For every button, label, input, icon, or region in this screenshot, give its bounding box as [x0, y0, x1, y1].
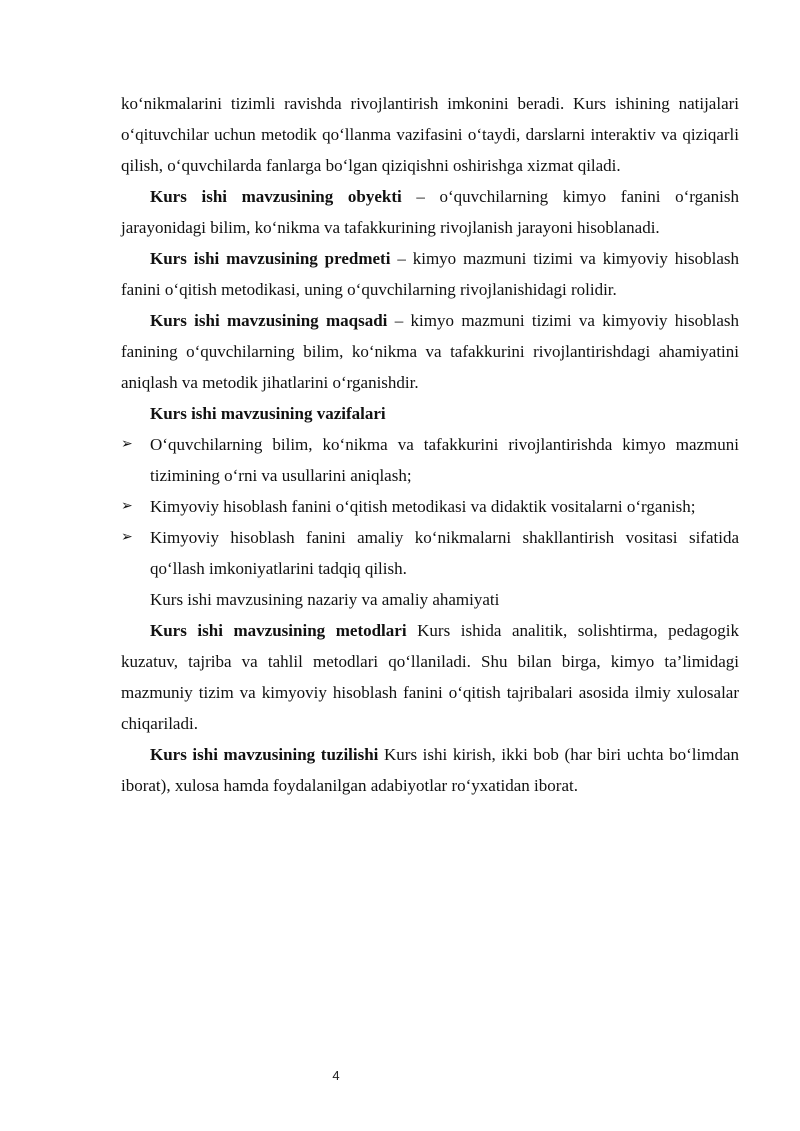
goal-paragraph — [121, 305, 739, 398]
arrow-bullet-icon: ➢ — [121, 436, 133, 452]
methods-paragraph — [121, 615, 739, 739]
structure-label: Kurs ishi mavzusining tuzilishi — [150, 745, 379, 764]
page-content — [121, 88, 739, 801]
structure-text: Kurs ishi kirish, ikki bob (har biri uchta bo‘limdan iborat), xulosa hamda foydalanilgan adabiyotlar ro‘yxatidan iborat. — [121, 745, 739, 795]
list-item — [121, 429, 739, 491]
list-item — [121, 491, 739, 522]
list-item — [121, 522, 739, 584]
subject-text: – kimyo mazmuni tizimi va kimyoviy hisoblash fanini o‘qitish metodikasi, uning o‘quvchilarning rivojlanishidagi rolidir. — [121, 249, 739, 299]
structure-paragraph — [121, 739, 739, 801]
object-paragraph — [121, 181, 739, 243]
subject-label: Kurs ishi mavzusining predmeti — [150, 249, 391, 268]
arrow-bullet-icon: ➢ — [121, 529, 133, 545]
goal-label: Kurs ishi mavzusining maqsadi — [150, 311, 388, 330]
intro-paragraph: ko‘nikmalarini tizimli ravishda rivojlantirish imkonini beradi. Kurs ishining natijalari o‘qituvchilar uchun metodik qo‘llanma vazifasini o‘taydi, darslarni interaktiv va qiziqarli qilish, o‘quvchilarda fanlarga bo‘lgan qiziqishni oshirishga xizmat qiladi. — [121, 94, 739, 175]
methods-text: Kurs ishida analitik, solishtirma, pedagogik kuzatuv, tajriba va tahlil metodlari qo‘llaniladi. Shu bilan birga, kimyo ta’limidagi mazmuniy tizim va kimyoviy hisoblash fanini o‘qitish tajribalari asosida ilmiy xulosalar chiqariladi. — [121, 621, 739, 733]
subject-paragraph — [121, 243, 739, 305]
tasks-list — [121, 429, 739, 584]
goal-text: – kimyo mazmuni tizimi va kimyoviy hisoblash fanining o‘quvchilarning bilim, ko‘nikma va tafakkurini rivojlantirishdagi ahamiyatini aniqlash va metodik jihatlarini o‘rganishdir. — [121, 311, 739, 392]
object-text: – o‘quvchilarning kimyo fanini o‘rganish jarayonidagi bilim, ko‘nikma va tafakkurining rivojlanish jarayoni hisoblanadi. — [121, 187, 739, 237]
list-item-text: Kimyoviy hisoblash fanini amaliy ko‘nikmalarni shakllantirish vositasi sifatida qo‘llash imkoniyatlarini tadqiq qilish. — [150, 528, 739, 578]
list-item-text: O‘quvchilarning bilim, ko‘nikma va tafakkurini rivojlantirishda kimyo mazmuni tizimining o‘rni va usullarini aniqlash; — [150, 435, 739, 485]
list-item-text: Kimyoviy hisoblash fanini o‘qitish metodikasi va didaktik vositalarni o‘rganish; — [150, 497, 696, 516]
methods-label: Kurs ishi mavzusining metodlari — [150, 621, 407, 640]
tasks-heading: Kurs ishi mavzusining vazifalari — [150, 404, 386, 423]
object-label: Kurs ishi mavzusining obyekti — [150, 187, 402, 206]
arrow-bullet-icon: ➢ — [121, 498, 133, 514]
significance-paragraph: Kurs ishi mavzusining nazariy va amaliy ahamiyati — [150, 590, 500, 609]
page-number: 4 — [332, 1068, 340, 1083]
